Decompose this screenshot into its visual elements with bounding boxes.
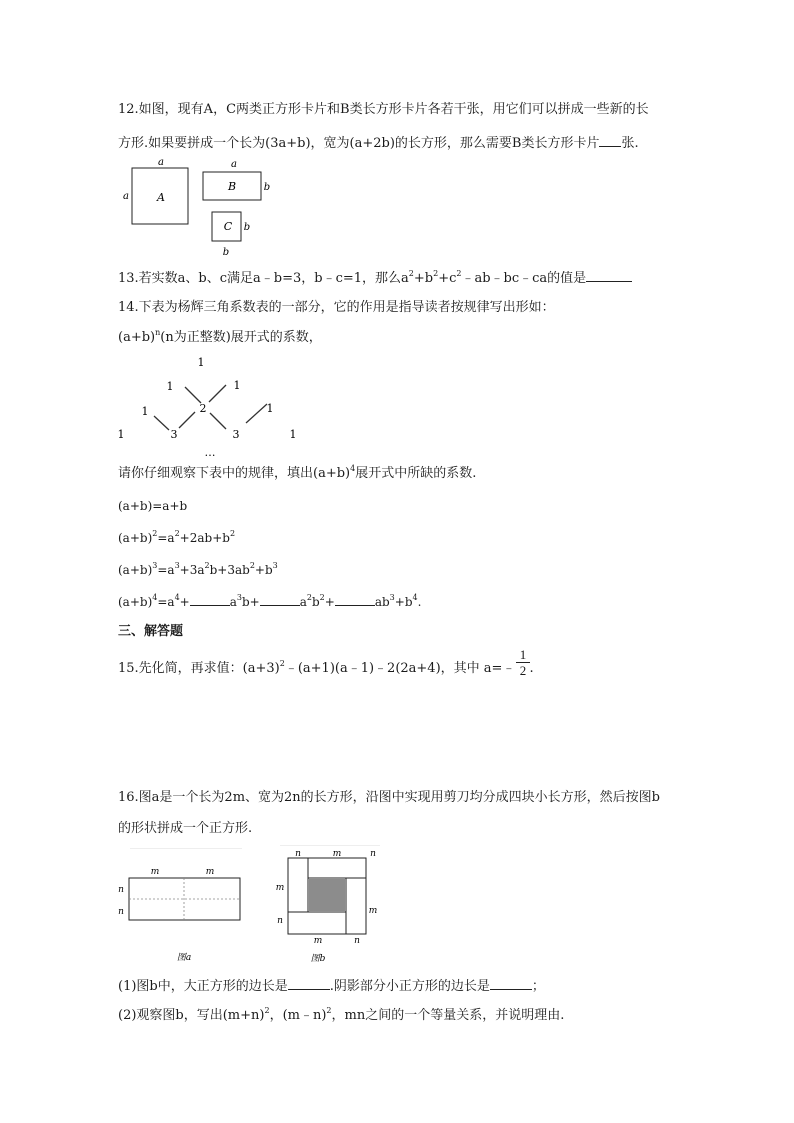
section-heading: 三、解答题 [118, 624, 184, 639]
q12-card-figure [118, 155, 298, 260]
q14-line2 [118, 329, 322, 347]
q16-line2: 的形状拼成一个正方形. [118, 821, 253, 836]
figb-m-bot: m [313, 936, 323, 946]
tri-dots: … [204, 446, 216, 459]
q14-line1: 14.下表为杨辉三角系数表的一部分，它的作用是指导读者按规律写出形如： [118, 300, 555, 315]
tri-r4c: 3 [232, 428, 240, 441]
q16-blank-1[interactable] [288, 976, 330, 990]
figure-a [112, 848, 252, 966]
figb-n-br: n [354, 936, 360, 946]
q14-line2-sup: n [155, 328, 161, 337]
figa-m2: m [205, 867, 215, 877]
label-b-right: b [263, 182, 271, 193]
q14-eq2: $(a+b)^2=a^2+2ab+b^2$ [118, 529, 236, 545]
figb-m-r: m [368, 906, 378, 916]
q15-line: 15.先化简，再求值：$(a+3)^2﹣(a+1)(a﹣1)﹣2(2a+4)$，其中 a=﹣ . [118, 659, 534, 676]
tri-r3a: 1 [141, 405, 149, 418]
q14-eq1: (a+b)=a+b [118, 499, 188, 513]
q13-answer-blank[interactable] [586, 268, 632, 282]
label-a-left: a [123, 191, 129, 202]
q13-text-d: ﹣ab﹣bc﹣ca的值是 [461, 271, 587, 286]
figb-caption: 图b [310, 954, 326, 964]
q14-line2a: (a+b) [118, 330, 156, 345]
figure-b [270, 845, 390, 967]
tri-r2a: 1 [166, 380, 174, 393]
q13-sup3: 2 [456, 269, 462, 278]
label-C: C [223, 220, 233, 233]
figb-m-top: m [332, 849, 342, 859]
figb-m-l: m [275, 883, 285, 893]
label-b-top: a [231, 159, 237, 170]
tri-r3b: 2 [199, 402, 207, 415]
tri-r4d: 1 [289, 428, 297, 441]
q13-text-c: +c [438, 271, 457, 286]
q12-line1: 12.如图，现有A，C两类正方形卡片和B类长方形卡片各若干张，用它们可以拼成一些新的长 [118, 102, 649, 117]
figb-n-bl: n [277, 916, 283, 926]
figa-caption: 图a [176, 953, 192, 963]
q13-sup1: 2 [408, 269, 414, 278]
q15-fraction [516, 648, 530, 679]
q16-blank-2[interactable] [490, 976, 532, 990]
label-c-bottom: b [222, 247, 230, 258]
label-B: B [227, 180, 237, 193]
figb-n-tr: n [370, 849, 376, 859]
q14-line3b: 展开式中所缺的系数. [355, 466, 477, 481]
figb-n-tl: n [295, 849, 301, 859]
q16-part2: (2)观察图b，写出$(m+n)^2$，(m﹣n)$^2$，mn之间的一个等量关系，并说明理由. [118, 1006, 565, 1023]
q14-line2b: (n为正整数)展开式的系数， [160, 330, 322, 345]
q14-blank-1[interactable] [190, 592, 230, 606]
q14-line3-sup: 4 [350, 464, 356, 473]
q13-line [118, 268, 632, 288]
q13-text-a: 13.若实数a、b、c满足a﹣b=3，b﹣c=1，那么a [118, 271, 409, 286]
q14-line3a: 请你仔细观察下表中的规律，填出(a+b) [118, 466, 351, 481]
q14-blank-2[interactable] [260, 592, 300, 606]
q14-line3 [118, 465, 476, 483]
tri-r3c: 1 [266, 402, 274, 415]
label-c-right: b [243, 222, 251, 233]
figa-n2: n [118, 907, 124, 917]
q14-eq4: $(a+b)^4=a^4+ a^3b+ a^2b^2+ ab^3+b^4$. [118, 593, 422, 609]
q14-eq3: $(a+b)^3=a^3+3a^2b+3ab^2+b^3$ [118, 561, 278, 577]
label-a-top: a [158, 157, 164, 168]
q12-line2b: 张. [621, 136, 639, 151]
q12-line2a: 方形.如果要拼成一个长为(3a+b)，宽为(a+2b)的长方形，那么需要B类长方形卡片 [118, 136, 600, 151]
q16-part1: (1)图b中，大正方形的边长是 .阴影部分小正方形的边长是 ； [118, 976, 545, 996]
q13-sup2: 2 [433, 269, 439, 278]
q15-denominator: 2 [519, 663, 527, 678]
tri-r4b: 3 [170, 428, 178, 441]
q14-blank-3[interactable] [335, 592, 375, 606]
q15-numerator: 1 [519, 647, 527, 662]
label-A: A [157, 191, 165, 204]
tri-r4a: 1 [117, 428, 125, 441]
tri-r2b: 1 [233, 379, 241, 392]
q16-line1: 16.图a是一个长为2m、宽为2n的长方形，沿图中实现用剪刀均分成四块小长方形，然后按图b [118, 790, 660, 805]
yang-hui-triangle [112, 350, 312, 460]
figa-m1: m [150, 867, 160, 877]
q13-text-b: +b [413, 271, 434, 286]
q12-line2 [118, 133, 639, 153]
q12-answer-blank[interactable] [599, 133, 621, 147]
tri-r1: 1 [197, 356, 205, 369]
shaded-square [309, 879, 345, 911]
figa-n1: n [118, 885, 124, 895]
